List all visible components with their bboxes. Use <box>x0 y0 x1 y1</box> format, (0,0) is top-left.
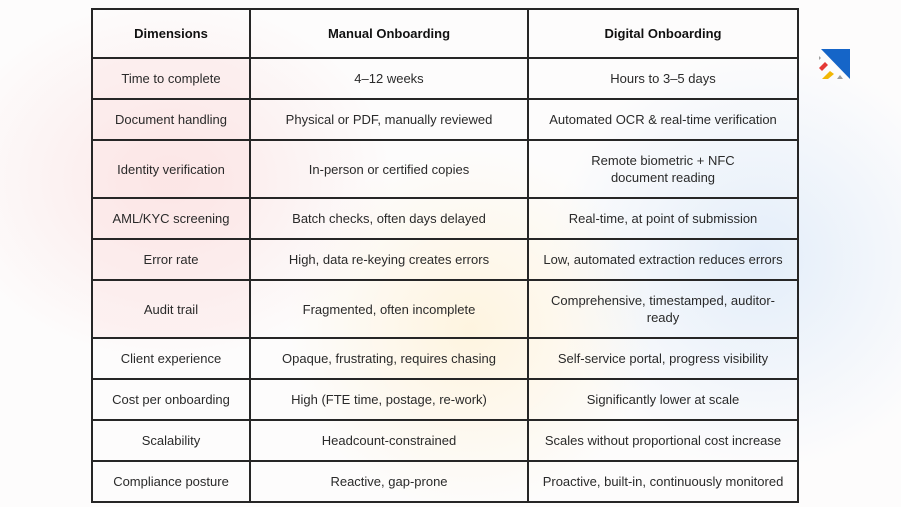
manual-cell: Batch checks, often days delayed <box>250 198 528 239</box>
digital-cell: Hours to 3–5 days <box>528 58 798 99</box>
manual-cell: In-person or certified copies <box>250 140 528 198</box>
table-row <box>92 198 798 239</box>
table-row <box>92 58 798 99</box>
digital-cell: Automated OCR & real-time verification <box>528 99 798 140</box>
header-dimensions: Dimensions <box>92 9 250 58</box>
onboarding-comparison-table <box>91 8 799 503</box>
table-row <box>92 461 798 502</box>
dimension-cell: Cost per onboarding <box>92 379 250 420</box>
dimension-cell: Compliance posture <box>92 461 250 502</box>
manual-cell: High, data re-keying creates errors <box>250 239 528 280</box>
table-row <box>92 140 798 198</box>
table-row <box>92 239 798 280</box>
manual-cell: Reactive, gap-prone <box>250 461 528 502</box>
manual-cell: Opaque, frustrating, requires chasing <box>250 338 528 379</box>
digital-cell: Scales without proportional cost increase <box>528 420 798 461</box>
dimension-cell: Audit trail <box>92 280 250 338</box>
dimension-cell: Scalability <box>92 420 250 461</box>
table-header-row <box>92 9 798 58</box>
manual-cell: Fragmented, often incomplete <box>250 280 528 338</box>
digital-cell: Comprehensive, timestamped, auditor-ready <box>528 280 798 338</box>
brand-logo-icon <box>819 48 851 80</box>
digital-cell: Low, automated extraction reduces errors <box>528 239 798 280</box>
table-row <box>92 338 798 379</box>
manual-cell: High (FTE time, postage, re-work) <box>250 379 528 420</box>
digital-cell: Real-time, at point of submission <box>528 198 798 239</box>
table-row <box>92 420 798 461</box>
header-manual-onboarding: Manual Onboarding <box>250 9 528 58</box>
digital-cell: Significantly lower at scale <box>528 379 798 420</box>
digital-cell: Proactive, built-in, continuously monitored <box>528 461 798 502</box>
table-row <box>92 99 798 140</box>
dimension-cell: Client experience <box>92 338 250 379</box>
digital-cell: Self-service portal, progress visibility <box>528 338 798 379</box>
digital-cell: Remote biometric + NFC document reading <box>528 140 798 198</box>
header-digital-onboarding: Digital Onboarding <box>528 9 798 58</box>
manual-cell: Physical or PDF, manually reviewed <box>250 99 528 140</box>
manual-cell: Headcount-constrained <box>250 420 528 461</box>
dimension-cell: Document handling <box>92 99 250 140</box>
comparison-table-container <box>91 8 797 503</box>
dimension-cell: Identity verification <box>92 140 250 198</box>
dimension-cell: Error rate <box>92 239 250 280</box>
table-row <box>92 379 798 420</box>
table-row <box>92 280 798 338</box>
dimension-cell: AML/KYC screening <box>92 198 250 239</box>
manual-cell: 4–12 weeks <box>250 58 528 99</box>
dimension-cell: Time to complete <box>92 58 250 99</box>
